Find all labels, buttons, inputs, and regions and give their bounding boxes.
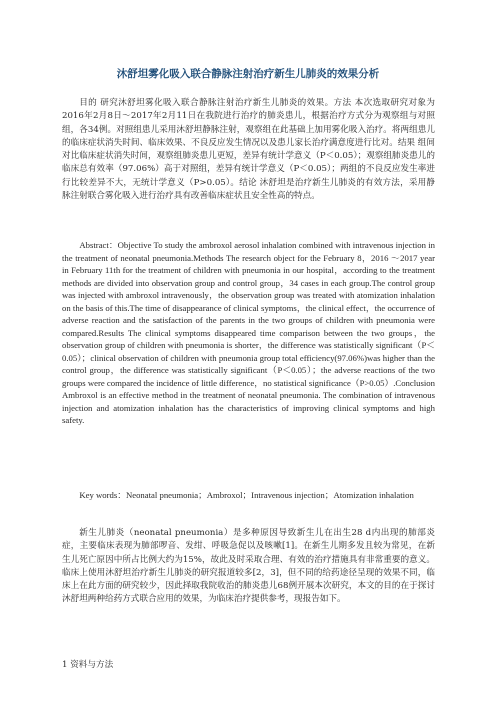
abstract-chinese: 目的 研究沐舒坦雾化吸入联合静脉注射治疗新生儿肺炎的效果。方法 本次选取研究对象为2016年2月8日～2017年2月11日在我院进行治疗的肺炎患儿，根据治疗方式分为观察组与对照组，各34例。对照组患儿采用沐舒坦静脉注射，观察组在此基础上加用雾化吸入治疗。将两组患儿的临床症状消失时间、临床效果、不良反应发生情况以及患儿家长治疗满意度进行比对。结果 组间对比临床症状消失时间，观察组肺炎患儿更短，差异有统计学意义（P＜0.05）；观察组肺炎患儿的临床总有效率（97.06%）高于对照组，差异有统计学意义（P＜0.05）；两组的不良反应发生率进行比较差异不大，无统计学意义（P>0.05）。结论 沐舒坦是治疗新生儿肺炎的有效方法，采用静脉注射联合雾化吸入进行治疗具有改善临床症状且安全性高的特点。: [62, 98, 435, 202]
keywords: Key words：Neonatal pneumonia；Ambroxol；Intravenous injection；Atomization inhalation: [79, 490, 414, 500]
paper-title: 沐舒坦雾化吸入联合静脉注射治疗新生儿肺炎的效果分析: [116, 68, 380, 80]
section-heading: 1 资料与方法: [62, 660, 114, 670]
abstract-english: Abstract：Objective To study the ambroxol aerosol inhalation combined with intravenous injection in the treatment of neonatal pneumonia.Methods The research object for the February 8，2016 ～2017 year in February 11th for the treatment of children with pneumonia in our hospital，according to the treatment methods are divided into observation group and control group，34 cases in each group.The control group was injected with ambroxol intravenously，the observation group was treated with atomization inhalation on the basis of this.The time of disappearance of clinical symptoms，the clinical effect，the occurrence of adverse reaction and the satisfaction of the parents in the two groups of children with pneumonia were compared.Results The clinical symptoms disappeared time comparison between the two groups，the observation group of children with pneumonia is shorter，the difference was statistically significant（P＜0.05）；clinical observation of children with pneumonia group total efficiency(97.06%)was higher than the control group，the difference was statistically significant（P＜0.05）；the adverse reactions of the two groups were compared the incidence of little difference，no statistical significance（P>0.05）.Conclusion Ambroxol is an effective method in the treatment of neonatal pneumonia. The combination of intravenous injection and atomization inhalation has the characteristics of improving clinical symptoms and high safety.: [62, 240, 435, 425]
introduction-paragraph: 新生儿肺炎（neonatal pneumonia）是多种原因导致新生儿在出生28 d内出现的肺部炎症，主要临床表现为肺部啰音、发绀、呼吸急促以及咳嗽[1]。在新生儿期多发且较为常见，在新生儿死亡原因中所占比例大约为15%，故此及时采取合理、有效的治疗措施具有非常重要的意义。临床上使用沐舒坦治疗新生儿肺炎的研究报道较多[2，3]，但不同的给药途径呈现的效果不同，临床上在此方面的研究较少，因此择取我院收治的肺炎患儿68例开展本次研究，本文的目的在于探讨沐舒坦两种给药方式联合应用的效果，为临床治疗提供参考，现报告如下。: [62, 528, 435, 605]
